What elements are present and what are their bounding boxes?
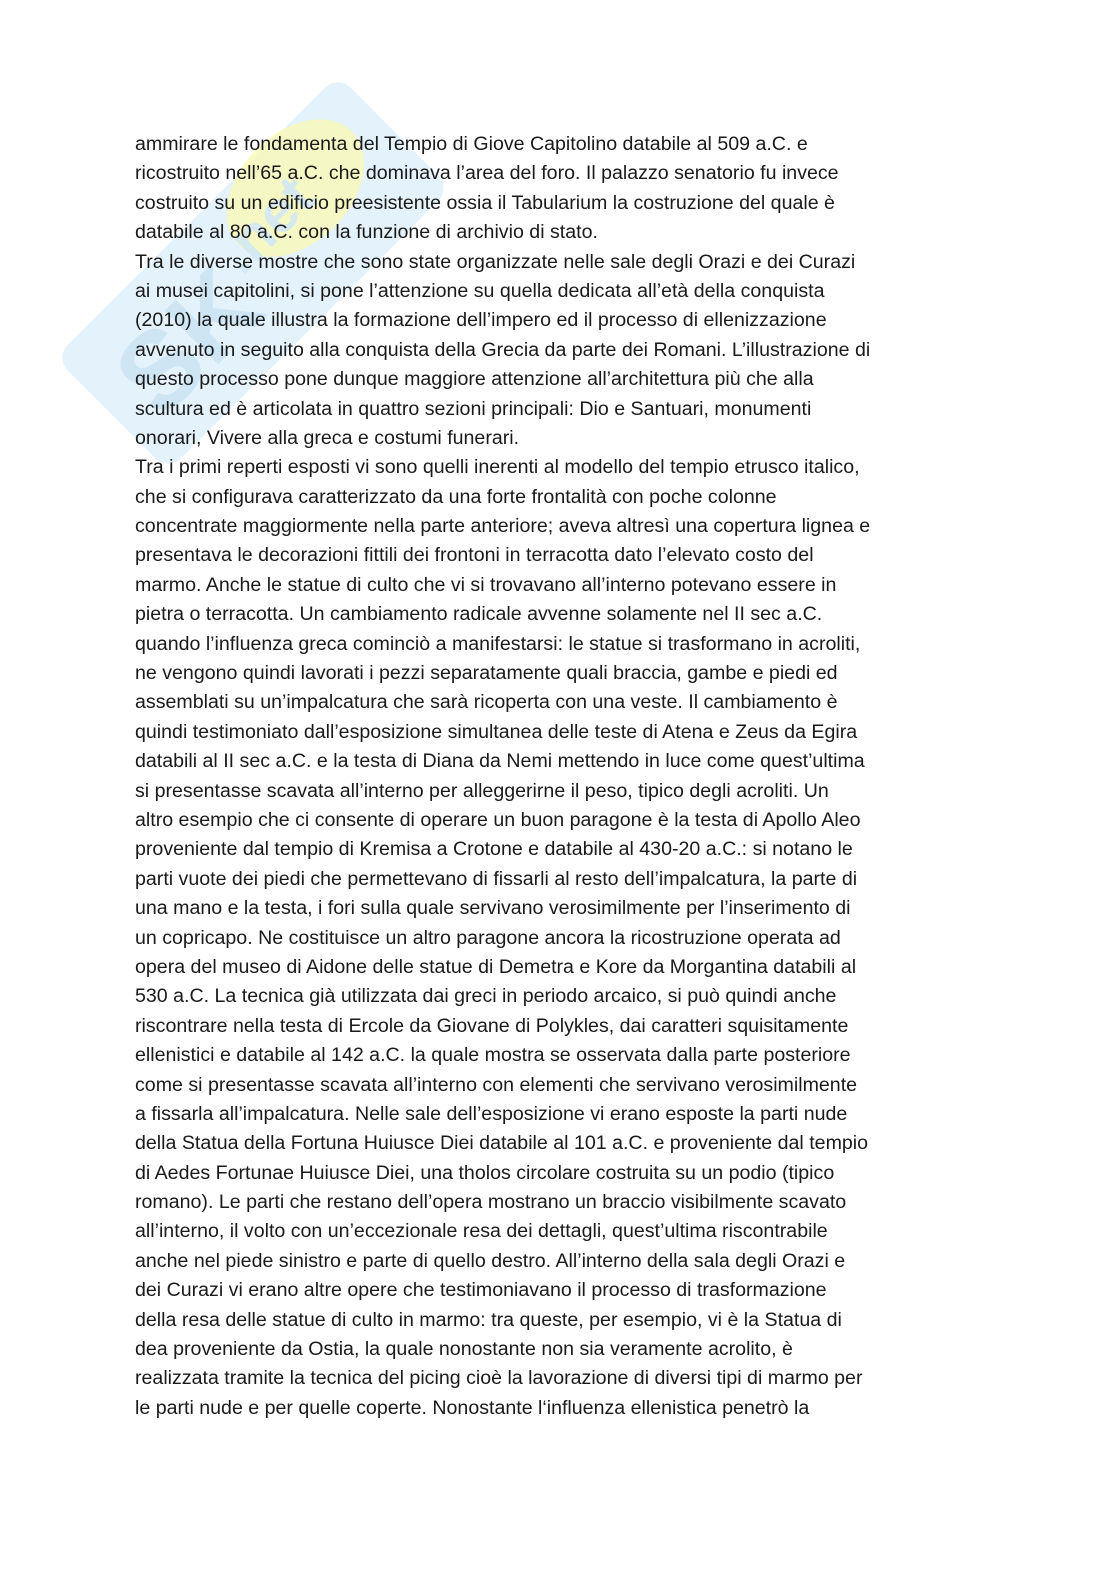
text-line: quindi testimoniato dall’esposizione simultanea delle teste di Atena e Zeus da Egira — [135, 720, 858, 743]
text-line: (2010) la quale illustra la formazione dell’impero ed il processo di ellenizzazione — [135, 309, 827, 332]
document-body — [135, 130, 985, 1423]
text-line: ammirare le fondamenta del Tempio di Giove Capitolino databile al 509 a.C. e — [135, 133, 808, 155]
text-line: quando l’influenza greca cominciò a manifestarsi: le statue si trasformano in acroliti, — [135, 632, 861, 655]
text-line: dei Curazi vi erano altre opere che testimoniavano il processo di trasformazione — [135, 1279, 827, 1302]
text-line: le parti nude e per quelle coperte. Nonostante l‘influenza ellenistica penetrò la — [135, 1396, 810, 1419]
text-line: concentrate maggiormente nella parte anteriore; aveva altresì una copertura lignea e — [135, 515, 871, 538]
text-line: di Aedes Fortunae Huiusce Diei, una tholos circolare costruita su un podio (tipico — [135, 1161, 835, 1184]
text-line: a fissarla all’impalcatura. Nelle sale dell’esposizione vi erano esposte la parti nude — [135, 1102, 848, 1125]
text-line: opera del museo di Aidone delle statue di Demetra e Kore da Morgantina databili al — [135, 955, 857, 978]
text-line: riscontrare nella testa di Ercole da Giovane di Polykles, dai caratteri squisitamente — [135, 1014, 849, 1037]
text-line: onorari, Vivere alla greca e costumi funerari. — [135, 426, 520, 449]
text-line: questo processo pone dunque maggiore attenzione all’architettura più che alla — [135, 368, 814, 391]
text-line: databile al 80 a.C. con la funzione di archivio di stato. — [135, 221, 598, 244]
text-line: che si configurava caratterizzato da una forte frontalità con poche colonne — [135, 485, 777, 508]
text-line: un copricapo. Ne costituisce un altro paragone ancora la ricostruzione operata ad — [135, 926, 841, 949]
svg-text:.net: .net — [204, 162, 327, 286]
text-line: pietra o terracotta. Un cambiamento radicale avvenne solamente nel II sec a.C. — [135, 603, 823, 626]
text-line: databili al II sec a.C. e la testa di Diana da Nemi mettendo in luce come quest’ultima — [135, 750, 865, 773]
text-line: all’interno, il volto con un’eccezionale resa dei dettagli, quest’ultima riscontrabile — [135, 1220, 828, 1243]
text-line: presentava le decorazioni fittili dei frontoni in terracotta dato l’elevato costo del — [135, 544, 814, 567]
text-line: ai musei capitolini, si pone l’attenzione su quella dedicata all’età della conquista — [135, 279, 825, 302]
text-line: ricostruito nell’65 a.C. che dominava l’area del foro. Il palazzo senatorio fu invece — [135, 162, 839, 185]
svg-text:SK: SK — [91, 243, 287, 439]
text-line: parti vuote dei piedi che permettevano di fissarli al resto dell’impalcatura, la parte di — [135, 867, 858, 890]
text-line: realizzata tramite la tecnica del picing cioè la lavorazione di diversi tipi di marmo per — [135, 1367, 863, 1390]
text-line: 530 a.C. La tecnica già utilizzata dai greci in periodo arcaico, si può quindi anche — [135, 985, 837, 1008]
text-line: come si presentasse scavata all’interno con elementi che servivano verosimilmente — [135, 1073, 858, 1096]
text-line: Tra i primi reperti esposti vi sono quelli inerenti al modello del tempio etrusco italico, — [135, 456, 860, 479]
text-line: ne vengono quindi lavorati i pezzi separatamente quali braccia, gambe e piedi ed — [135, 662, 838, 685]
text-line: dea proveniente da Ostia, la quale nonostante non sia veramente acrolito, è — [135, 1338, 793, 1361]
text-line: marmo. Anche le statue di culto che vi si trovavano all’interno potevano essere in — [135, 573, 837, 596]
text-line: ellenistici e databile al 142 a.C. la quale mostra se osservata dalla parte posteriore — [135, 1044, 851, 1067]
text-line: della resa delle statue di culto in marmo: tra queste, per esempio, vi è la Statua di — [135, 1308, 842, 1331]
text-line: una mano e la testa, i fori sulla quale servivano verosimilmente per l’inserimento di — [135, 897, 851, 920]
text-line: proveniente dal tempio di Kremisa a Crotone e databile al 430-20 a.C.: si notano le — [135, 838, 853, 861]
text-line: romano). Le parti che restano dell’opera mostrano un braccio visibilmente scavato — [135, 1191, 847, 1214]
text-line: scultura ed è articolata in quattro sezioni principali: Dio e Santuari, monumenti — [135, 397, 812, 420]
text-line: assemblati su un’impalcatura che sarà ricoperta con una veste. Il cambiamento è — [135, 691, 838, 714]
text-line: altro esempio che ci consente di operare un buon paragone è la testa di Apollo Aleo — [135, 808, 861, 831]
text-line: della Statua della Fortuna Huiusce Diei databile al 101 a.C. e proveniente dal tempio — [135, 1132, 869, 1155]
text-line: anche nel piede sinistro e parte di quello destro. All’interno della sala degli Orazi e — [135, 1249, 846, 1272]
text-line: Tra le diverse mostre che sono state organizzate nelle sale degli Orazi e dei Curazi — [135, 250, 856, 273]
text-line: si presentasse scavata all’interno per alleggerirne il peso, tipico degli acroliti. Un — [135, 779, 829, 802]
text-line: avvenuto in seguito alla conquista della Grecia da parte dei Romani. L’illustrazione di — [135, 338, 871, 361]
text-line: costruito su un edificio preesistente ossia il Tabularium la costruzione del quale è — [135, 191, 835, 214]
